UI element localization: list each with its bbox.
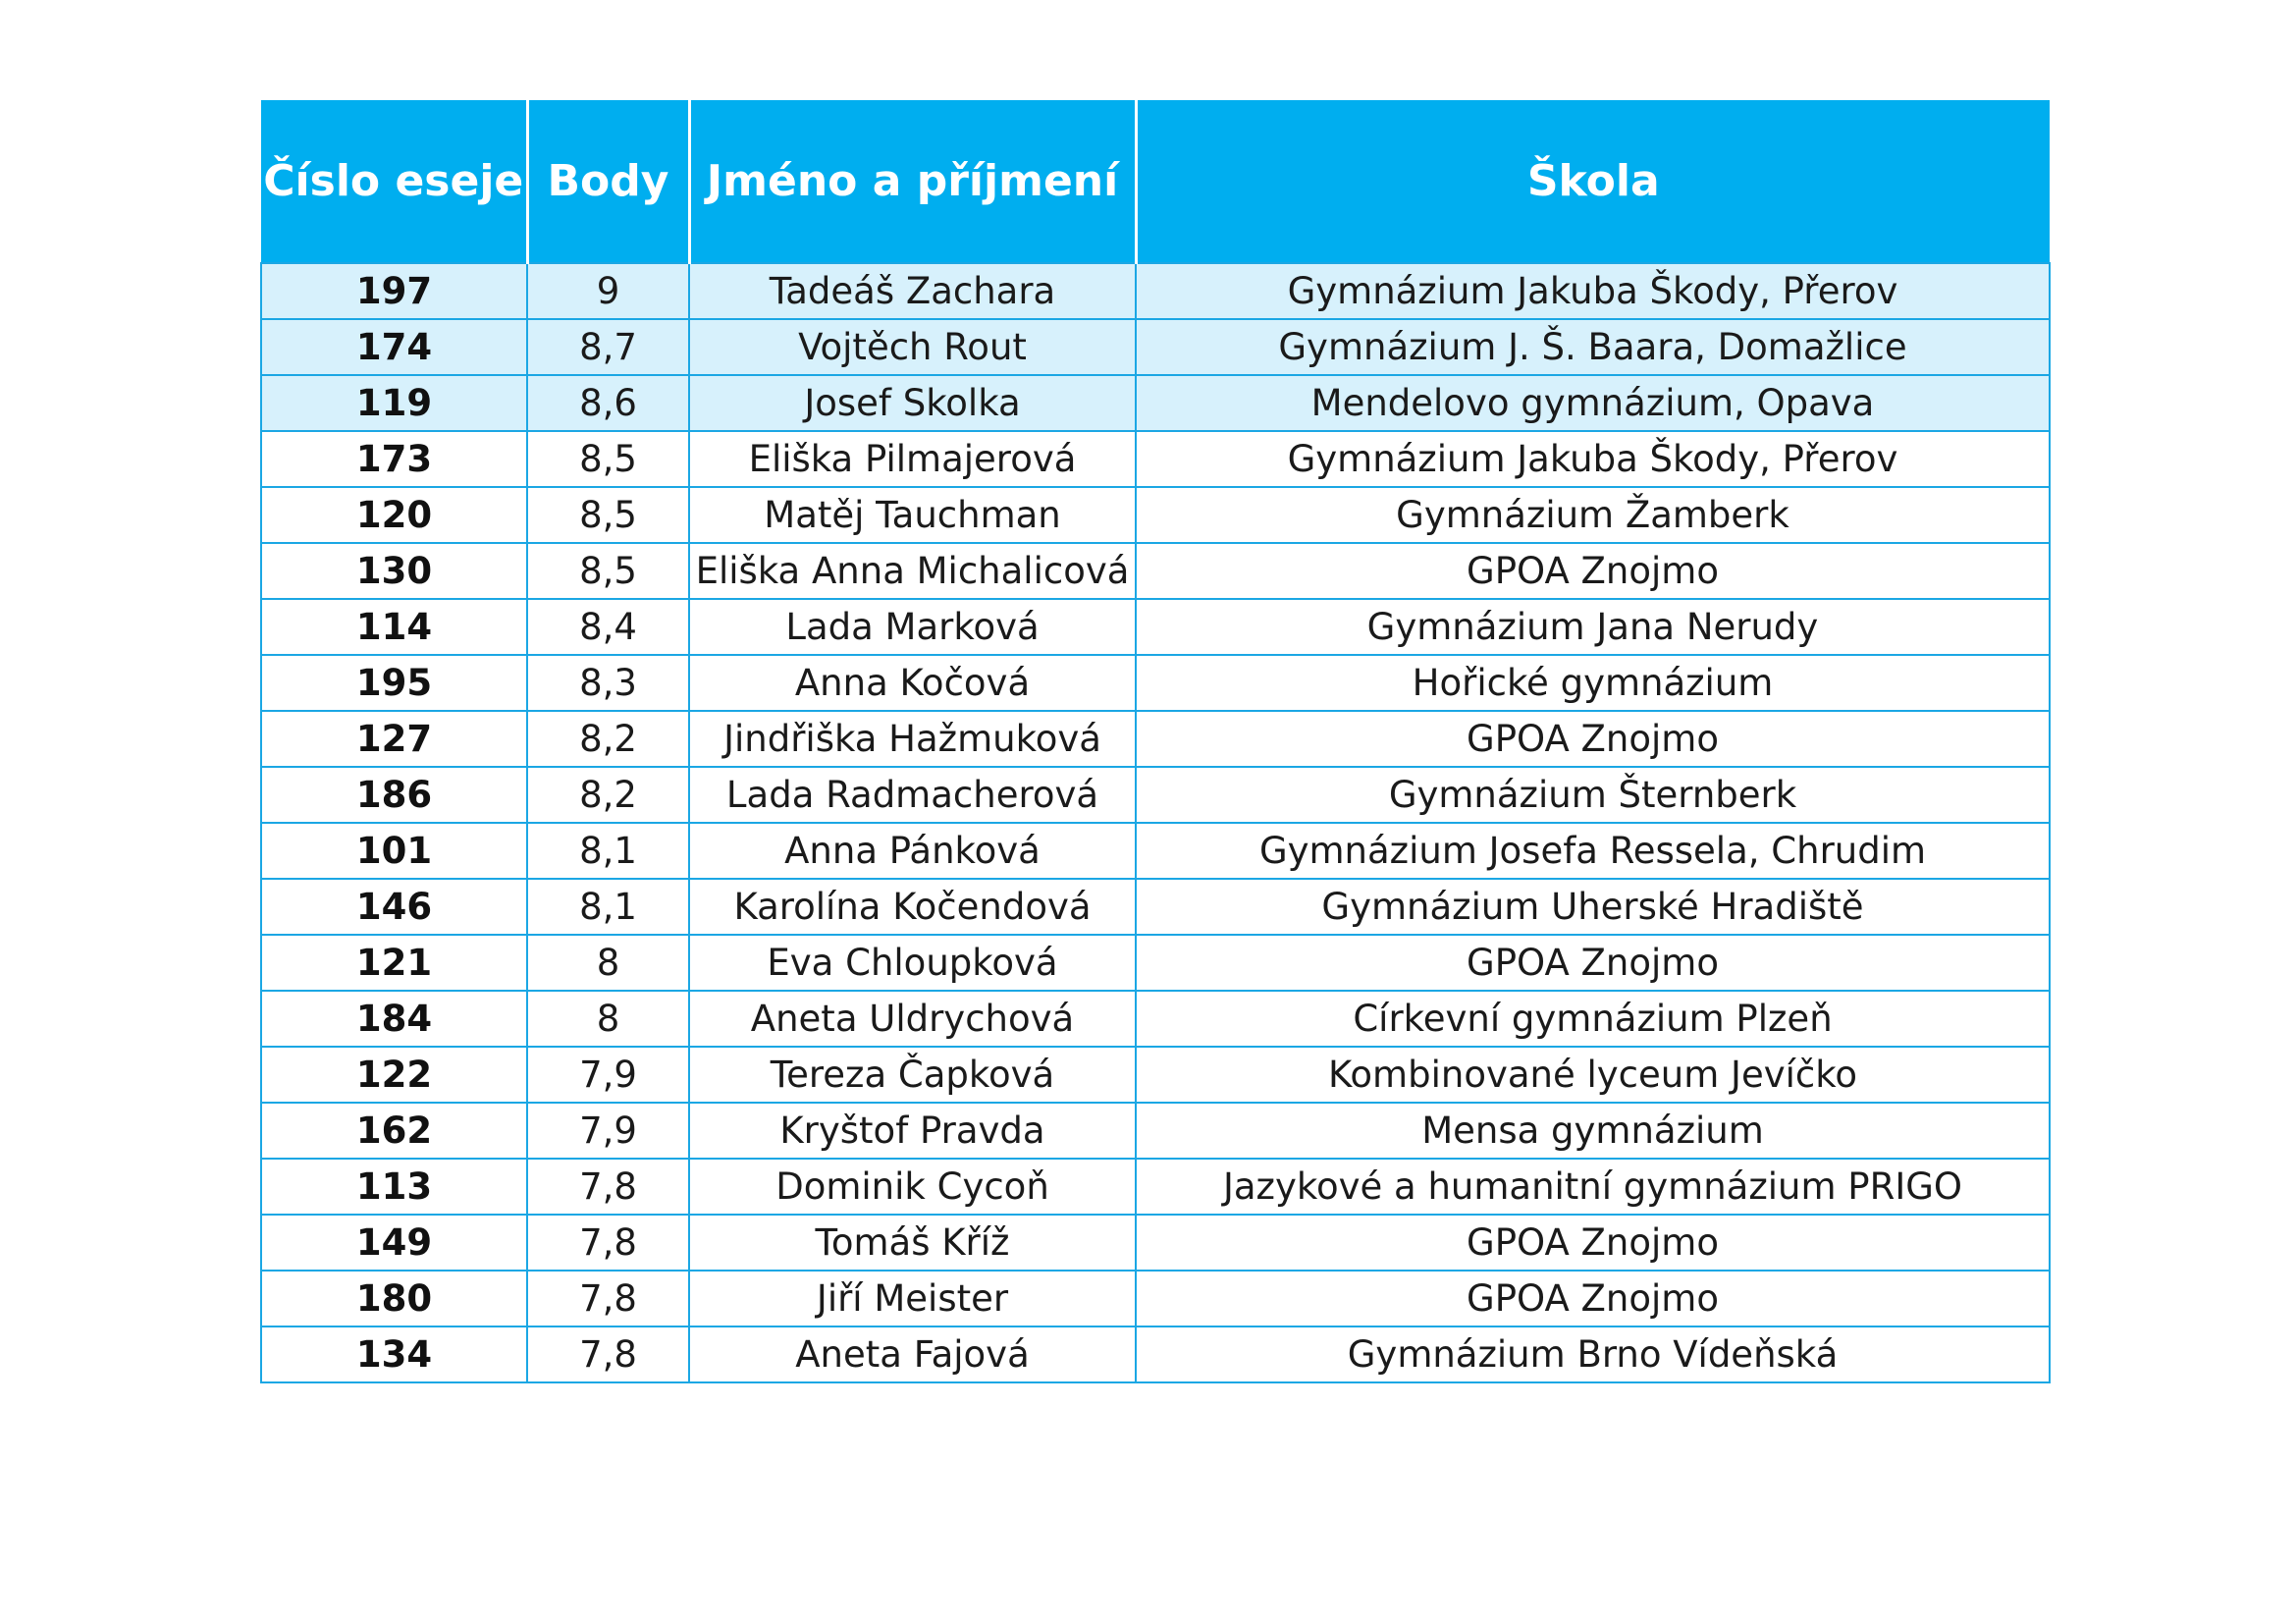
table-row (261, 879, 2050, 935)
cell-school: Gymnázium Jana Nerudy (1136, 599, 2050, 655)
table-row (261, 1103, 2050, 1159)
table-row (261, 599, 2050, 655)
cell-points: 7,8 (527, 1326, 689, 1382)
cell-name: Aneta Fajová (689, 1326, 1136, 1382)
cell-school: Mendelovo gymnázium, Opava (1136, 375, 2050, 431)
cell-essay-number: 121 (261, 935, 527, 991)
header-points: Body (527, 100, 689, 263)
header-row (261, 100, 2050, 263)
cell-school: Gymnázium Jakuba Škody, Přerov (1136, 431, 2050, 487)
cell-name: Matěj Tauchman (689, 487, 1136, 543)
cell-name: Jiří Meister (689, 1271, 1136, 1326)
cell-points: 7,8 (527, 1271, 689, 1326)
cell-essay-number: 149 (261, 1215, 527, 1271)
cell-essay-number: 130 (261, 543, 527, 599)
cell-school: Církevní gymnázium Plzeň (1136, 991, 2050, 1047)
cell-essay-number: 101 (261, 823, 527, 879)
cell-essay-number: 173 (261, 431, 527, 487)
cell-essay-number: 119 (261, 375, 527, 431)
cell-essay-number: 114 (261, 599, 527, 655)
cell-name: Tomáš Kříž (689, 1215, 1136, 1271)
header-essay-number: Číslo eseje (261, 100, 527, 263)
table-row (261, 375, 2050, 431)
cell-points: 8,1 (527, 823, 689, 879)
cell-essay-number: 197 (261, 263, 527, 319)
table-row (261, 823, 2050, 879)
cell-points: 8,6 (527, 375, 689, 431)
cell-school: Gymnázium Žamberk (1136, 487, 2050, 543)
cell-name: Anna Kočová (689, 655, 1136, 711)
header-name: Jméno a příjmení (689, 100, 1136, 263)
table-row (261, 711, 2050, 767)
cell-name: Eva Chloupková (689, 935, 1136, 991)
table-row (261, 655, 2050, 711)
cell-points: 8,2 (527, 767, 689, 823)
cell-essay-number: 162 (261, 1103, 527, 1159)
cell-points: 7,8 (527, 1159, 689, 1215)
cell-school: GPOA Znojmo (1136, 543, 2050, 599)
cell-essay-number: 180 (261, 1271, 527, 1326)
cell-school: Gymnázium Šternberk (1136, 767, 2050, 823)
table-row (261, 319, 2050, 375)
table-body (261, 263, 2050, 1382)
cell-essay-number: 134 (261, 1326, 527, 1382)
table-row (261, 263, 2050, 319)
cell-points: 7,8 (527, 1215, 689, 1271)
table-row (261, 1047, 2050, 1103)
cell-school: Gymnázium Josefa Ressela, Chrudim (1136, 823, 2050, 879)
table-row (261, 1215, 2050, 1271)
cell-name: Anna Pánková (689, 823, 1136, 879)
table-row (261, 1159, 2050, 1215)
cell-essay-number: 122 (261, 1047, 527, 1103)
cell-name: Lada Radmacherová (689, 767, 1136, 823)
cell-name: Lada Marková (689, 599, 1136, 655)
table-row (261, 487, 2050, 543)
cell-name: Tereza Čapková (689, 1047, 1136, 1103)
cell-essay-number: 120 (261, 487, 527, 543)
cell-school: Mensa gymnázium (1136, 1103, 2050, 1159)
cell-school: Gymnázium Uherské Hradiště (1136, 879, 2050, 935)
cell-name: Jindřiška Hažmuková (689, 711, 1136, 767)
cell-points: 8,5 (527, 487, 689, 543)
cell-points: 8,3 (527, 655, 689, 711)
cell-name: Tadeáš Zachara (689, 263, 1136, 319)
cell-essay-number: 186 (261, 767, 527, 823)
table-row (261, 1326, 2050, 1382)
cell-points: 8,2 (527, 711, 689, 767)
cell-points: 8 (527, 991, 689, 1047)
cell-school: Gymnázium Jakuba Škody, Přerov (1136, 263, 2050, 319)
cell-points: 7,9 (527, 1103, 689, 1159)
cell-name: Eliška Anna Michalicová (689, 543, 1136, 599)
cell-name: Vojtěch Rout (689, 319, 1136, 375)
cell-school: GPOA Znojmo (1136, 935, 2050, 991)
cell-essay-number: 174 (261, 319, 527, 375)
table-row (261, 543, 2050, 599)
cell-school: GPOA Znojmo (1136, 1215, 2050, 1271)
cell-school: Gymnázium Brno Vídeňská (1136, 1326, 2050, 1382)
cell-name: Aneta Uldrychová (689, 991, 1136, 1047)
table-row (261, 935, 2050, 991)
cell-essay-number: 195 (261, 655, 527, 711)
cell-points: 8,5 (527, 431, 689, 487)
cell-points: 8 (527, 935, 689, 991)
header-school: Škola (1136, 100, 2050, 263)
cell-school: Kombinované lyceum Jevíčko (1136, 1047, 2050, 1103)
table-row (261, 991, 2050, 1047)
cell-points: 8,4 (527, 599, 689, 655)
table-row (261, 431, 2050, 487)
cell-name: Josef Skolka (689, 375, 1136, 431)
cell-name: Eliška Pilmajerová (689, 431, 1136, 487)
table-row (261, 1271, 2050, 1326)
cell-name: Kryštof Pravda (689, 1103, 1136, 1159)
cell-points: 7,9 (527, 1047, 689, 1103)
cell-school: GPOA Znojmo (1136, 711, 2050, 767)
cell-name: Dominik Cycoň (689, 1159, 1136, 1215)
cell-school: Gymnázium J. Š. Baara, Domažlice (1136, 319, 2050, 375)
cell-essay-number: 184 (261, 991, 527, 1047)
cell-points: 8,5 (527, 543, 689, 599)
cell-school: Jazykové a humanitní gymnázium PRIGO (1136, 1159, 2050, 1215)
cell-school: Hořické gymnázium (1136, 655, 2050, 711)
cell-points: 8,1 (527, 879, 689, 935)
results-table (260, 100, 2051, 1383)
cell-essay-number: 113 (261, 1159, 527, 1215)
cell-name: Karolína Kočendová (689, 879, 1136, 935)
cell-essay-number: 146 (261, 879, 527, 935)
table-row (261, 767, 2050, 823)
cell-school: GPOA Znojmo (1136, 1271, 2050, 1326)
cell-essay-number: 127 (261, 711, 527, 767)
cell-points: 8,7 (527, 319, 689, 375)
cell-points: 9 (527, 263, 689, 319)
table-header (261, 100, 2050, 263)
